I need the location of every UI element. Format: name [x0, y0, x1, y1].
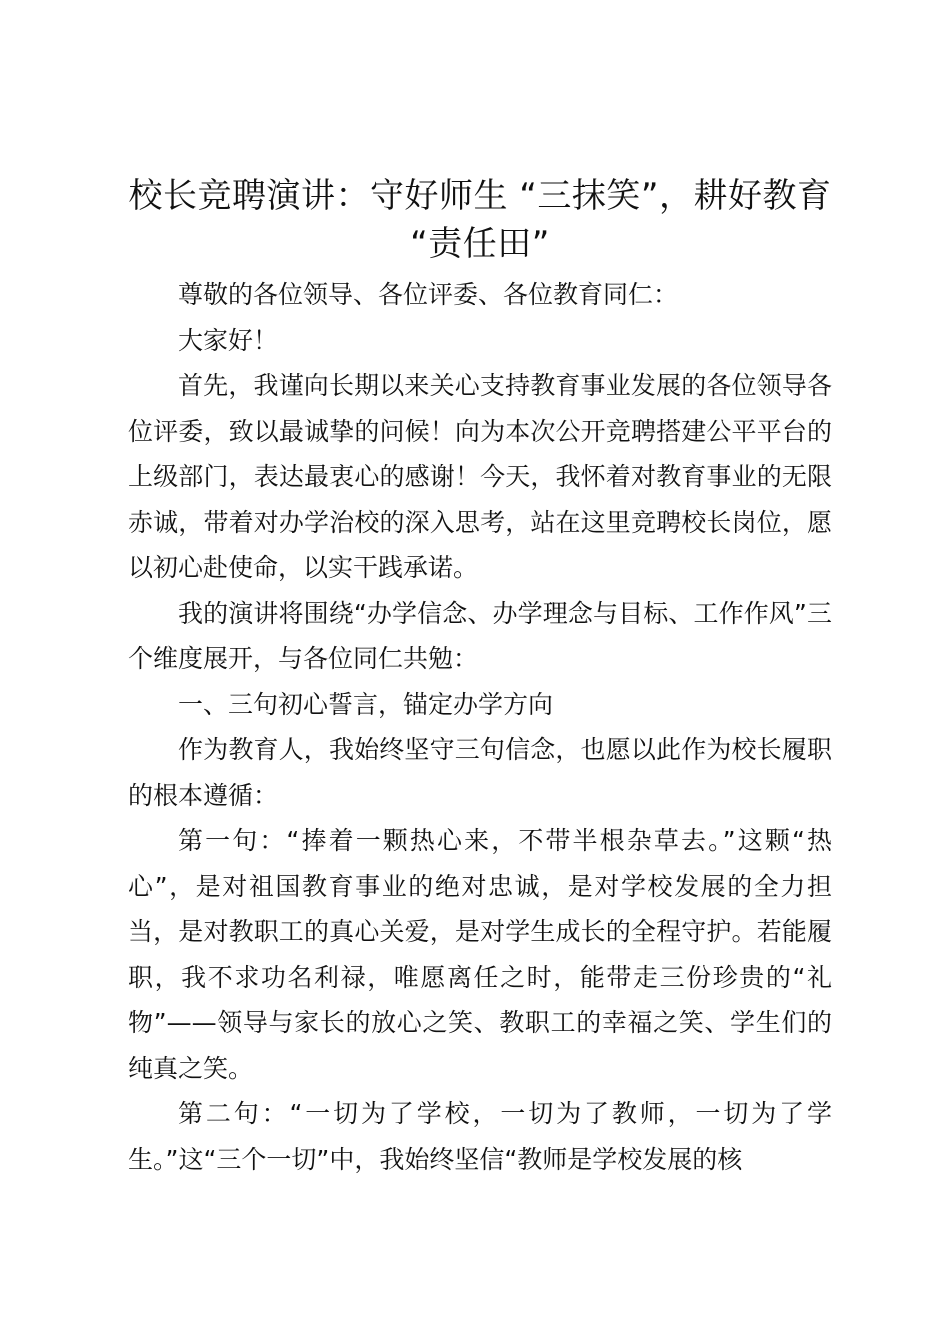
opening-paragraph: 首先，我谨向长期以来关心支持教育事业发展的各位领导各位评委，致以最诚挚的问候！向为本次公开竞聘搭建公平平台的上级部门，表达最衷心的感谢！今天，我怀着对教育事业的无限赤诚，带着对办学治校的深入思考，站在这里竞聘校长岗位，愿以初心赴使命，以实干践承诺。 — [128, 371, 832, 582]
document-title: 校长竞聘演讲：守好师生 “三抹笑”，耕好教育 “责任田” — [128, 176, 832, 264]
body-paragraph: 第一句：“捧着一颗热心来，不带半根杂草去。”这颗“热心”，是对祖国教育事业的绝对忠诚，是对学校发展的全力担当，是对教职工的真心关爱，是对学生成长的全程守护。若能履职，我不求功名利禄，唯愿离任之时，能带走三份珍贵的“礼物”——领导与家长的放心之笑、教职工的幸福之笑、学生们的纯真之笑。 — [128, 826, 832, 1083]
section-heading: 一、三句初心誓言，锚定办学方向 — [178, 689, 554, 719]
greeting-paragraph: 大家好！ — [178, 325, 279, 355]
document-body — [128, 172, 832, 1182]
body-paragraph: 作为教育人，我始终坚守三句信念，也愿以此作为校长履职的根本遵循： — [128, 735, 832, 810]
body-paragraph: 第二句：“一切为了学校，一切为了教师，一切为了学生。”这“三个一切”中，我始终坚信“教师是学校发展的核 — [128, 1099, 832, 1174]
outline-paragraph: 我的演讲将围绕“办学信念、办学理念与目标、工作作风”三个维度展开，与各位同仁共勉： — [128, 598, 832, 673]
salutation-paragraph: 尊敬的各位领导、各位评委、各位教育同仁： — [178, 280, 679, 309]
